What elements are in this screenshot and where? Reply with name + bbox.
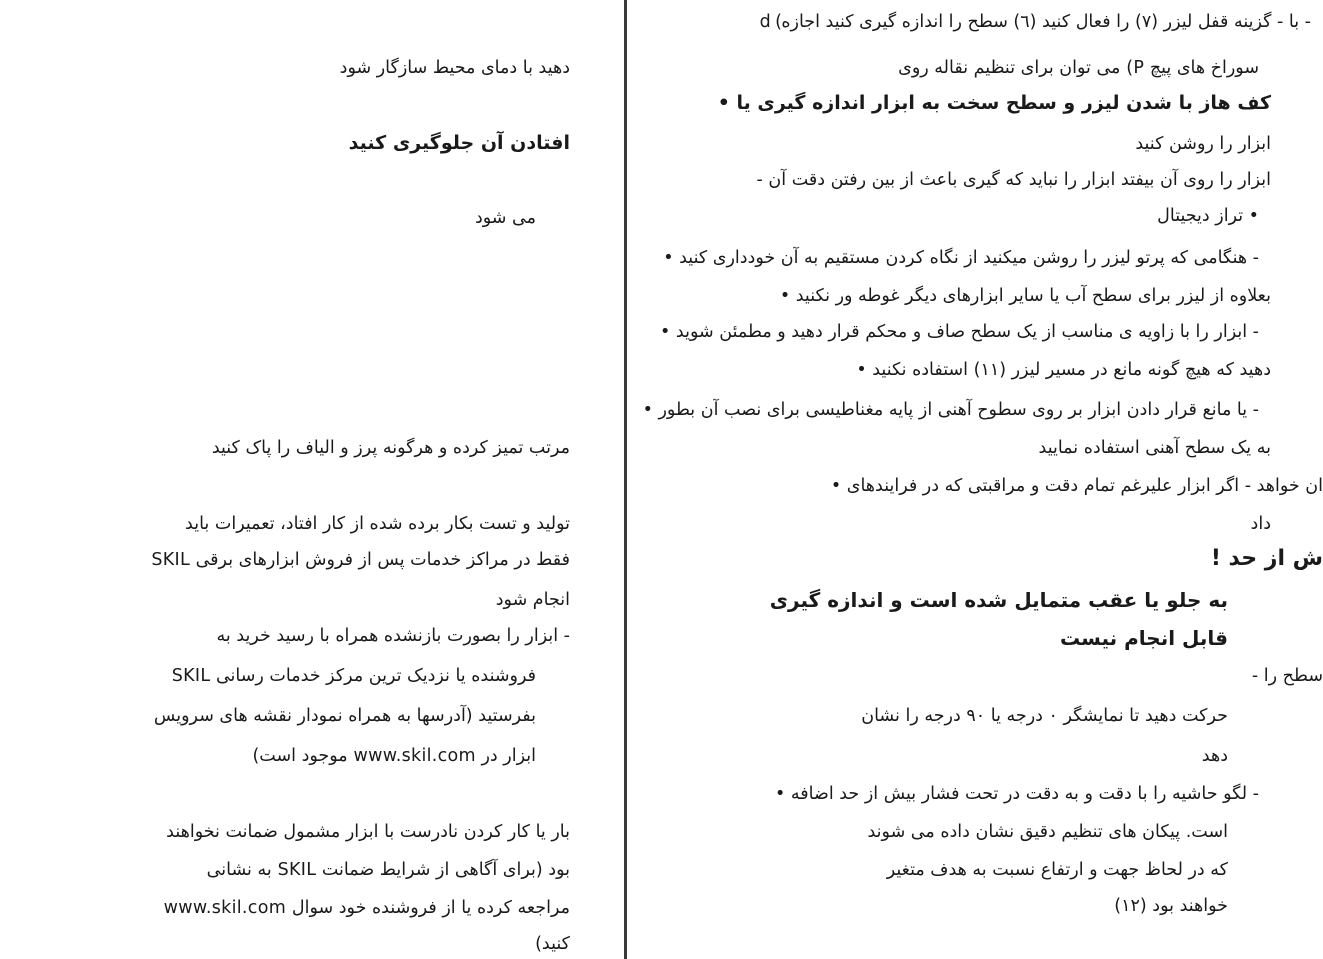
left-line-9: فروشنده یا نزدیک ترین مرکز خدمات رسانی SKIL bbox=[171, 666, 536, 686]
right-line-1: d (با - گزینه قفل لیزر (٧) را فعال کنید (٦) سطح را اندازه گیری کنید اجازه - bbox=[759, 12, 1311, 32]
left-line-7: انجام شود bbox=[495, 590, 570, 610]
right-line-13: ان خواهد - اگر ابزار علیرغم تمام دقت و مراقبتی که در فرایندهای • bbox=[830, 476, 1323, 496]
right-line-4: ابزار را روشن کنید bbox=[1135, 134, 1271, 154]
right-line-2: سوراخ های پیچ P) می توان برای تنظیم نقاله روی bbox=[898, 58, 1259, 78]
right-line-14: داد bbox=[1250, 514, 1271, 534]
left-line-12: بار یا کار کردن نادرست با ابزار مشمول ضمانت نخواهند bbox=[166, 822, 570, 842]
left-line-6: فقط در مراکز خدمات پس از فروش ابزارهای برقی SKIL bbox=[151, 550, 570, 570]
right-line-11: - یا مانع قرار دادن ابزار بر روی سطوح آهنی از پایه مغناطیسی برای نصب آن بطور • bbox=[642, 400, 1259, 420]
right-line-9: - ابزار را با زاویه ی مناسب از یک سطح صاف و محکم قرار دهید و مطمئن شوید • bbox=[660, 322, 1259, 342]
right-line-7: - هنگامی که پرتو لیزر را روشن میکنید از نگاه کردن مستقیم به آن خودداری کنید • bbox=[663, 248, 1259, 268]
right-line-20: دهد bbox=[1201, 746, 1228, 766]
right-line-8: بعلاوه از لیزر برای سطح آب یا سایر ابزارهای دیگر غوطه ور نکنید • bbox=[779, 286, 1271, 306]
right-line-15: ش از حد ! bbox=[1210, 546, 1323, 571]
right-line-10: دهید که هیچ گونه مانع در مسیر لیزر (١١) استفاده نکنید • bbox=[856, 360, 1271, 380]
left-line-3: می شود bbox=[474, 208, 536, 228]
right-line-21: - لگو حاشیه را با دقت و به دقت در تحت فشار بیش از حد اضافه • bbox=[775, 784, 1259, 804]
right-line-19: حرکت دهید تا نمایشگر ٠ درجه یا ٩٠ درجه را نشان bbox=[861, 706, 1228, 726]
right-line-16: به جلو یا عقب متمایل شده است و اندازه گیری bbox=[769, 588, 1228, 612]
left-line-1: دهید با دمای محیط سازگار شود bbox=[339, 58, 570, 78]
right-line-5: ابزار را روی آن بیفتد ابزار را نباید که گیری باعث از بین رفتن دقت آن - bbox=[756, 170, 1271, 190]
right-line-18: سطح را - bbox=[1251, 666, 1323, 686]
left-line-11: ابزار در www.skil.com موجود است) bbox=[252, 746, 536, 766]
left-line-8: - ابزار را بصورت بازنشده همراه با رسید خرید به bbox=[216, 626, 570, 646]
left-line-5: تولید و تست بکار برده شده از کار افتاد، تعمیرات باید bbox=[185, 514, 570, 534]
left-line-14: www.skil.com مراجعه کرده یا از فروشنده خود سوال bbox=[163, 898, 570, 918]
right-line-6: • تراز دیجیتال bbox=[1157, 206, 1259, 226]
right-line-22: است. پیکان های تنظیم دقیق نشان داده می شوند bbox=[867, 822, 1228, 842]
left-line-13: بود (برای آگاهی از شرایط ضمانت SKIL به نشانی bbox=[206, 860, 570, 880]
right-line-12: به یک سطح آهنی استفاده نمایید bbox=[1038, 438, 1271, 458]
right-line-17: قابل انجام نیست bbox=[1059, 626, 1228, 650]
left-line-2: افتادن آن جلوگیری کنید bbox=[348, 132, 570, 154]
right-line-24: خواهند بود (١٢) bbox=[1114, 896, 1228, 916]
right-line-23: که در لحاظ جهت و ارتفاع نسبت به هدف متغیر bbox=[886, 860, 1228, 880]
left-line-10: بفرستید (آدرسها به همراه نمودار نقشه های سرویس bbox=[153, 706, 536, 726]
left-line-4: مرتب تمیز کرده و هرگونه پرز و الیاف را پاک کنید bbox=[211, 438, 570, 458]
column-divider bbox=[624, 0, 627, 959]
left-line-15: کنید) bbox=[535, 934, 570, 954]
right-line-3: کف هاز با شدن لیزر و سطح سخت به ابزار اندازه گیری یا • bbox=[717, 92, 1271, 114]
